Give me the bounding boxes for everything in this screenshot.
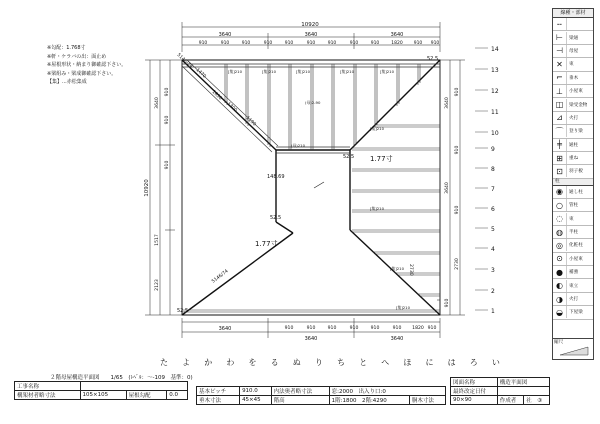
column-label: ほ xyxy=(403,358,412,367)
palette-tool[interactable] xyxy=(553,18,593,31)
right-group-dims xyxy=(444,88,460,308)
palette-section: 柱 xyxy=(553,179,593,186)
drawing-title: ２階母屋構造平面図 1/65 (ﾚﾍﾞﾙ：～-109 基準：0) xyxy=(50,375,193,381)
brace-icon: ⊿ xyxy=(553,112,567,124)
beam-tag: [集]210 xyxy=(228,69,243,74)
dim-label: 3640 xyxy=(304,336,318,342)
palette-tool[interactable] xyxy=(553,31,593,44)
palette-tool-label: 登り梁 xyxy=(569,129,583,135)
beam-tags xyxy=(225,69,411,310)
row-number: 14 xyxy=(491,46,499,53)
beam-tag: [集]210 xyxy=(340,69,355,74)
note-line: 【集】...赤松集成 xyxy=(47,79,87,86)
dim-label: 910 xyxy=(241,41,251,46)
dim-label: 910 xyxy=(370,41,380,46)
dim-label: 1820 xyxy=(391,41,403,46)
circle-filled-icon: ◉ xyxy=(553,186,567,198)
circle-dot-icon: ⊙ xyxy=(553,253,567,265)
column-label: ぬ xyxy=(292,358,301,367)
bottom-beams xyxy=(182,310,440,312)
row-number: 10 xyxy=(491,130,499,137)
palette-tool-label: 補強 xyxy=(569,270,579,276)
rafter-size-value: 45×45 xyxy=(240,396,272,405)
floor-height-value: 1階:1800 2階:4290 xyxy=(329,396,409,405)
dim-label: 910 xyxy=(427,326,437,331)
dim-525-label: 52.5 xyxy=(343,154,355,160)
dim-label: 3640 xyxy=(155,97,160,109)
column-label: り xyxy=(314,358,323,367)
tool-palette xyxy=(552,8,594,360)
overlap-icon: ⊞ xyxy=(553,152,567,164)
dim-label: 910 xyxy=(263,41,273,46)
dim-label: 910 xyxy=(327,41,337,46)
inner-size-label: 内法奥者略寸法 xyxy=(271,387,329,396)
palette-tool-label: 小屋束 xyxy=(569,256,583,262)
column-label: ち xyxy=(337,358,345,367)
scale-indicator xyxy=(552,338,594,360)
revision-date-value xyxy=(497,387,549,396)
dim-label: 910 xyxy=(165,115,170,125)
inner-size-value: 窓:2000 出入り口:0 xyxy=(329,387,445,396)
palette-tool-label: 小屋束 xyxy=(569,89,583,95)
circle-hatched-icon: ◍ xyxy=(553,226,567,238)
palette-tool[interactable] xyxy=(553,165,593,178)
row-numbers xyxy=(491,46,499,315)
dim-label: 1517 xyxy=(155,234,160,246)
dim-label: 3640 xyxy=(218,326,232,332)
dim-label: 910 xyxy=(455,87,460,97)
palette-tool-label: 管柱 xyxy=(569,203,579,209)
hip-label-b: 1300 xyxy=(225,101,238,114)
palette-tool[interactable] xyxy=(553,293,593,306)
row-ticks xyxy=(475,48,488,310)
column-label: た xyxy=(160,358,168,367)
palette-tool-label: 束立 xyxy=(569,283,579,289)
scale-label: 縮尺 xyxy=(554,340,564,345)
dim-label: 1820 xyxy=(412,326,424,331)
rafter-size-label: 垂木寸法 xyxy=(197,396,240,405)
dim-label: 3640 xyxy=(218,32,232,38)
palette-tool[interactable] xyxy=(553,152,593,165)
sill-size-value: 90×90 xyxy=(451,396,498,405)
row-number: 4 xyxy=(491,246,495,253)
beam-tag: [集]210 xyxy=(390,266,405,271)
pitch-left-label: 1.77寸 xyxy=(255,240,278,248)
floor-height-label: 階高 xyxy=(271,396,329,405)
dim-label: 910 xyxy=(284,41,294,46)
dim-label: 3640 xyxy=(445,97,450,109)
author-value: 社 ③ xyxy=(524,396,550,405)
project-name-value xyxy=(80,382,187,391)
row-number: 12 xyxy=(491,88,499,95)
row-number: 13 xyxy=(491,67,499,74)
rafters-top xyxy=(225,64,420,150)
row-number: 5 xyxy=(491,226,495,233)
palette-tool[interactable] xyxy=(553,199,593,212)
palette-tool-label: 通柱 xyxy=(569,142,579,148)
line-icon: ╌ xyxy=(553,18,567,30)
post-icon: ⊥ xyxy=(553,85,567,97)
dim-label: 910 xyxy=(349,41,359,46)
column-label: に xyxy=(425,358,434,367)
palette-tool-label: 梁受金物 xyxy=(569,102,588,108)
drawing-name-value: 構造平面図 xyxy=(497,378,549,387)
column-label: い xyxy=(491,358,500,367)
column-labels xyxy=(160,357,500,368)
dim-label: 910 xyxy=(198,41,208,46)
palette-tool[interactable] xyxy=(553,212,593,225)
beam-tag: (母)2-90 xyxy=(305,100,321,105)
roof-pitch-label: 屋根勾配 xyxy=(126,391,167,400)
beam-tag: [集]210 xyxy=(396,305,411,310)
row-number: 11 xyxy=(491,109,499,116)
column-label: は xyxy=(447,358,456,367)
palette-tool-label: 半柱 xyxy=(569,230,579,236)
dim-label: 2730 xyxy=(455,258,460,270)
top-total-dim: 10920 xyxy=(301,22,319,28)
row-number: 7 xyxy=(491,186,495,193)
frame-size-label: 構架材者略寸法 xyxy=(15,391,81,400)
beam-tag: [集]210 xyxy=(370,206,385,211)
palette-tool-label: 梁通 xyxy=(569,35,579,41)
palette-tool[interactable] xyxy=(553,306,593,319)
palette-tool[interactable] xyxy=(553,85,593,98)
row-number: 9 xyxy=(491,146,495,153)
palette-tool[interactable] xyxy=(553,186,593,199)
strut-icon: ✕ xyxy=(553,58,567,70)
hip-label-c: 1190 xyxy=(244,115,257,128)
palette-tool-label: 羽子板 xyxy=(569,169,583,175)
dim-label: 910 xyxy=(220,41,230,46)
right-dimension-lines xyxy=(440,60,465,315)
hip-label-f: 5146/74 xyxy=(211,269,230,285)
dim-label: 910 xyxy=(445,298,450,308)
half-circle-left-icon: ◐ xyxy=(553,280,567,292)
frame-size-value: 105×105 xyxy=(80,391,126,400)
dim-label: 910 xyxy=(306,326,316,331)
palette-tool[interactable] xyxy=(553,125,593,138)
palette-tool-label: 下屋梁 xyxy=(569,310,583,316)
dim-label: 3640 xyxy=(304,32,318,38)
palette-tool[interactable] xyxy=(553,253,593,266)
column-label: る xyxy=(270,358,279,367)
bottom-unit-dims xyxy=(285,325,437,331)
column-label: ろ xyxy=(469,358,478,367)
row-number: 3 xyxy=(491,267,495,274)
palette-tool[interactable] xyxy=(553,112,593,125)
palette-tool-label: 垂木 xyxy=(569,75,579,81)
hardware-icon: ◫ xyxy=(553,99,567,111)
dim-label: 910 xyxy=(430,41,440,46)
note-line: ※梁組み・梁成御確認下さい。 xyxy=(47,70,117,77)
palette-tool-label: 化粧柱 xyxy=(569,243,583,249)
dim-label: 3640 xyxy=(445,182,450,194)
dim-label: 910 xyxy=(370,326,380,331)
palette-tool[interactable] xyxy=(553,72,593,85)
beam-icon: ⊢ xyxy=(553,32,567,44)
palette-tool-label: 火打 xyxy=(569,115,579,121)
column-label: か xyxy=(204,358,213,367)
info-table-mid xyxy=(196,386,446,405)
palette-tool[interactable] xyxy=(553,45,593,58)
dim-525-label: 52.5 xyxy=(270,215,282,221)
palette-tool[interactable] xyxy=(553,226,593,239)
hip-label-d: 1470 xyxy=(194,67,207,80)
info-table-left xyxy=(14,381,188,400)
pitch-value: 910.0 xyxy=(240,387,272,396)
palette-tool-label: 重ね xyxy=(569,156,579,162)
dim-525-label: 52.5 xyxy=(427,56,439,62)
palette-tool-label: 通し柱 xyxy=(569,189,583,195)
drawing-notes xyxy=(47,44,126,87)
beam-tag: [集]210 xyxy=(370,126,385,131)
pitch-right-label: 1.77寸 xyxy=(370,155,393,163)
column-label: へ xyxy=(381,358,390,367)
palette-tool[interactable] xyxy=(553,139,593,152)
circle-icon: ○ xyxy=(553,199,567,211)
beam-tag: [集]210 xyxy=(296,69,311,74)
palette-header: 線種・部材 xyxy=(553,9,593,18)
dim-label: 910 xyxy=(392,326,402,331)
row-number: 2 xyxy=(491,288,495,295)
purlin-icon: ⊣ xyxy=(553,45,567,57)
dim-525-label: 52.5 xyxy=(177,308,189,314)
direction-arrow xyxy=(314,182,324,188)
dim-label: 910 xyxy=(284,326,294,331)
sill-size-label: 胴木寸法 xyxy=(409,396,445,405)
palette-tool-label: 母屋 xyxy=(569,48,579,54)
dim-label: 910 xyxy=(349,326,359,331)
column-label: よ xyxy=(182,358,191,367)
dim-label: 910 xyxy=(455,145,460,155)
pitch-label: 基本ピッチ xyxy=(197,387,240,396)
palette-tool[interactable] xyxy=(553,58,593,71)
palette-tool[interactable] xyxy=(553,98,593,111)
half-circle-bottom-icon: ◒ xyxy=(553,306,567,318)
dim-2730-label: 2730 xyxy=(408,264,413,276)
column-label: と xyxy=(359,358,368,367)
dim-label: 910 xyxy=(327,326,337,331)
dim-label: 3640 xyxy=(390,32,404,38)
palette-tool-label: 火打 xyxy=(569,297,579,302)
rafter-icon: ⌐ xyxy=(553,72,567,84)
revision-date-label: 最終改定日付 xyxy=(451,387,498,396)
dim-label: 910 xyxy=(455,205,460,215)
left-dimension-lines xyxy=(145,60,182,315)
palette-tool-label: 束 xyxy=(569,62,574,68)
plate-icon: ⊡ xyxy=(553,165,567,177)
roof-pitch-value: 0.0 xyxy=(167,391,188,400)
note-line: ※勾配：1.768寸 xyxy=(47,45,86,51)
column-label: を xyxy=(248,358,257,367)
project-name-label: 工事名称 xyxy=(15,382,81,391)
row-number: 6 xyxy=(491,206,495,213)
row-number: 8 xyxy=(491,166,495,173)
dim-label: 910 xyxy=(306,41,316,46)
beam-tag: [集]210 xyxy=(262,69,277,74)
hip-label-a: 1850 xyxy=(210,89,223,102)
hip-label-e: 5146/74 xyxy=(175,52,194,70)
dim-label: 2123 xyxy=(155,279,160,291)
palette-tool[interactable] xyxy=(553,239,593,252)
arc-icon: ⌒ xyxy=(553,125,567,137)
palette-tool-label: 束 xyxy=(569,216,574,222)
drawing-name-label: 図面名称 xyxy=(451,378,498,387)
beam-tag: (母)210 xyxy=(291,143,306,148)
author-label: 作成者 xyxy=(497,396,523,405)
note-line: ※屋根形状・納まり御確認下さい。 xyxy=(47,62,127,69)
column-label: わ xyxy=(226,358,235,367)
palette-tool[interactable] xyxy=(553,266,593,279)
half-circle-right-icon: ◑ xyxy=(553,293,567,305)
dot-icon: ● xyxy=(553,266,567,278)
row-number: 1 xyxy=(491,308,495,315)
left-total-dim: 10920 xyxy=(144,179,150,197)
beam-tag: [集]210 xyxy=(380,69,395,74)
dim-148-label: 148.69 xyxy=(267,174,285,180)
dim-label: 910 xyxy=(165,87,170,97)
circle-dotted-icon: ◌ xyxy=(553,213,567,225)
palette-tool[interactable] xyxy=(553,279,593,292)
left-group-dims xyxy=(154,88,170,291)
circle-double-icon: ◎ xyxy=(553,239,567,251)
column-icon: ╪ xyxy=(553,139,567,151)
dim-label: 910 xyxy=(165,160,170,170)
info-table-right xyxy=(450,377,550,405)
dim-label: 910 xyxy=(413,41,423,46)
note-line: ※軒・ケラバの出：面止め xyxy=(47,53,107,60)
dim-label: 3640 xyxy=(390,336,404,342)
scale-bar xyxy=(552,345,592,357)
